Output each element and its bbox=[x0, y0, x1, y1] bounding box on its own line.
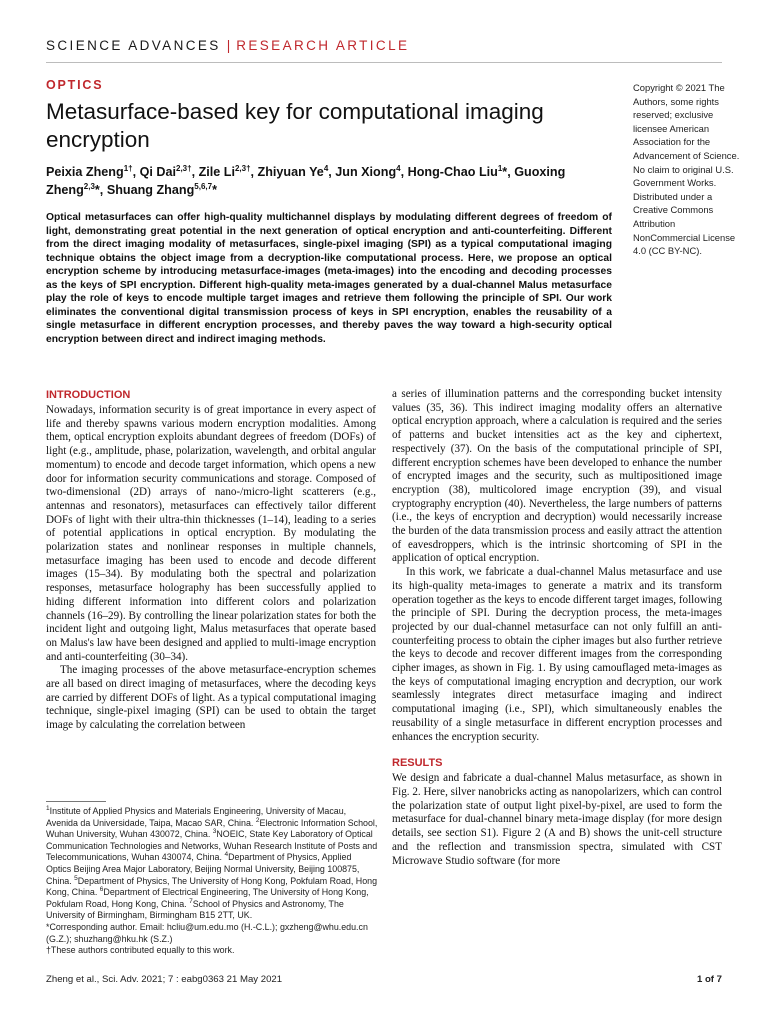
affiliation-number: 3 bbox=[212, 828, 217, 836]
header-separator: | bbox=[226, 38, 231, 53]
corresponding-author: *Corresponding author. Email: hcliu@um.edu.mo (H.-C.L.); gxzheng@whu.edu.cn (G.Z.); shuzhang@hku.hk (S.Z.) bbox=[46, 921, 368, 944]
affiliation-number: 7 bbox=[189, 897, 193, 905]
results-heading: RESULTS bbox=[392, 757, 443, 770]
author-name: Zhiyuan Ye bbox=[257, 165, 324, 179]
author-name: Qi Dai bbox=[139, 165, 176, 179]
author-list bbox=[46, 163, 586, 199]
author-separator: , bbox=[250, 165, 258, 179]
author-name: Peixia Zheng bbox=[46, 165, 124, 179]
affiliation-number: 5 bbox=[74, 874, 78, 882]
journal-header bbox=[46, 38, 409, 53]
author-affiliation-marker: 2,3 bbox=[83, 181, 95, 191]
page-number: 1 of 7 bbox=[696, 974, 722, 985]
author-affiliation-marker: 1 bbox=[497, 163, 503, 173]
citation: Zheng et al., Sci. Adv. 2021; 7 : eabg0363 21 May 2021 bbox=[46, 974, 283, 985]
author-separator: * bbox=[212, 183, 217, 197]
abstract: Optical metasurfaces can offer high-quality multichannel displays by modulating different degrees of freedom of light, demonstrating great potential in the next generation of optical encryption and anti-counterfeiting. Different from the direct imaging modality of metasurfaces, single-pixel imaging (SPI) as a typical computational imaging technique obtains the object image from a decryption-like computational process. Here, we propose an optical encryption scheme by introducing metasurface-images (meta-images) into the encoding and decoding processes as the keys of SPI encryption. Different high-quality meta-images generated by a dual-channel Malus metasurface play the role of keys to encode multiple target images and retrieve them following the principle of SPI. Our work eliminates the conventional digital transmission process of keys in SPI encryption, enables the reusability of a single metasurface in different encryption processes, and thereby paves the way toward a high-security optical encryption between direct and indirect imaging methods. bbox=[46, 212, 612, 345]
affiliations-block bbox=[46, 806, 378, 957]
author-name: Guoxing Zheng bbox=[46, 165, 566, 197]
footnote-rule bbox=[46, 801, 106, 802]
author-separator: , bbox=[132, 165, 140, 179]
author-name: Hong-Chao Liu bbox=[407, 165, 498, 179]
author-separator: , bbox=[191, 165, 199, 179]
header-rule bbox=[46, 62, 722, 63]
section-label: OPTICS bbox=[46, 78, 104, 92]
affiliation-text: Department of Physics, Applied Optics Beijing Area Major Laboratory, Beijing Normal University, Beijing 100875, China. bbox=[46, 852, 360, 886]
intro-paragraph-1: Nowadays, information security is of great importance in every aspect of life and thereby spawns various modern encryption modalities. Among them, optical encryption exploits abundant degrees of freedom (DOFs) of light (e.g., amplitude, phase, polarization, wavelength, and orbital angular momentum) to encode and decode target information, which opens a new door for information security communications and storage. Composed of two-dimensional (2D) arrays of nano-/micro-light scatterers (e.g., antennas and resonators), metasurfaces can effectively tailor different DOFs of light with their ultra-thin thicknesses (1–14), leading to a series of potential applications in optical encryption. By modulating the polarization states and nonlinear responses in multiple channels, metasurface imaging has been used to encode and decode different images (15–34). By modulating both the spectral and polarization responses, metasurface holography has been successfully applied to hiding different information into different colors and polarization channels (16–29). By controlling the linear polarization states for both the incident light and outgoing light, Malus metasurfaces that operate based on Malus's law have been designed and applied to multi-image encryption and anti-counterfeiting (30–34). bbox=[46, 404, 376, 663]
author-affiliation-marker: 1† bbox=[123, 163, 133, 173]
affiliation-text: Department of Electrical Engineering, The University of Hong Kong, Pokfulam Road, Hong Kong, China. bbox=[46, 887, 369, 909]
affiliation-number: 4 bbox=[224, 851, 229, 859]
affiliation-text: Department of Physics, The University of Hong Kong, Pokfulam Road, Hong Kong, China. bbox=[46, 875, 378, 898]
author-affiliation-marker: 5,6,7 bbox=[194, 181, 213, 191]
copyright-notice: Copyright © 2021 The Authors, some rights reserved; exclusive licensee American Association for the Advancement of Science. No claim to original U.S. Government Works. Distributed under a Creative Commons Attribution NonCommercial License 4.0 (CC BY-NC). bbox=[633, 82, 740, 257]
right-column bbox=[392, 388, 722, 868]
author-separator: , bbox=[328, 165, 336, 179]
author-name: Zile Li bbox=[198, 165, 235, 179]
affiliation-number: 1 bbox=[46, 805, 50, 813]
affiliation-text: School of Physics and Astronomy, The University of Birmingham, Birmingham B15 2TT, UK. bbox=[46, 898, 344, 921]
author-affiliation-marker: 4 bbox=[323, 163, 329, 173]
affiliation-text: NOEIC, State Key Laboratory of Optical Communication Technologies and Networks, Wuhan Research Institute of Posts and Telecommunications, Wuhan 430074, China. bbox=[46, 829, 378, 863]
affiliation-list bbox=[46, 806, 378, 922]
intro-paragraph-3: a series of illumination patterns and the corresponding bucket intensity values (35, 36). This indirect imaging modality offers an alternative optical encryption approach, where a calculation is required and the series of patterns and bucket intensities act as the key and ciphertext, respectively (37). On the basis of the computational principle of SPI, different encryption schemes have been developed to enhance the number of encrypted images and the security, such as multipositioned image encryption (38), multicolored image encryption (39), and visual cryptography encryption (40). Nevertheless, the large numbers of patterns (i.e., the keys of encryption and decryption) would necessarily increase the burden of the data transmission process and easily attract the attention of eavesdroppers, which is the intrinsic shortcoming of SPI in the application of optical encryption. bbox=[392, 388, 722, 565]
author-name: Shuang Zhang bbox=[106, 183, 195, 197]
affiliation-number: 6 bbox=[99, 886, 104, 894]
journal-name: SCIENCE ADVANCES bbox=[46, 38, 221, 53]
intro-paragraph-4: In this work, we fabricate a dual-channel Malus metasurface and use its high-quality meta-images to generate a matrix and its transform operation together as the keys to encode different target images, following the principle of SPI. During the decryption process, the meta-images projected by our dual-channel metasurface can not only fulfill an anti-counterfeiting process to obtain the cipher images but also further retrieve the keys to decode and recover different images from the corresponding cipher images, as shown in Fig. 1. By using camouflaged meta-images as the keys of computational imaging encryption and decryption, our work seamlessly integrates direct metasurface imaging and indirect computational imaging (i.e., SPI), which simultaneously enables the reusability of a single metasurface in different encryption processes and enhances the encryption security. bbox=[392, 566, 722, 743]
intro-paragraph-2: The imaging processes of the above metasurface-encryption schemes are all based on direct imaging of metasurfaces, where the decoding keys are carried by different DOFs of light. As a typical computational imaging technique, single-pixel imaging (SPI) can be used to obtain the target image by calculating the correlation between bbox=[46, 664, 376, 732]
author-separator: , bbox=[400, 165, 408, 179]
article-title: Metasurface-based key for computational imaging encryption bbox=[46, 99, 544, 152]
affiliation-number: 2 bbox=[255, 816, 260, 824]
author-affiliation-marker: 4 bbox=[396, 163, 401, 173]
author-separator: *, bbox=[94, 183, 107, 197]
affiliation-text: Institute of Applied Physics and Materials Engineering, University of Macau, Avenida da Universidade, Taipa, Macao SAR, China. bbox=[46, 806, 347, 828]
affiliation-text: Electronic Information School, Wuhan University, Wuhan 430072, China. bbox=[46, 817, 378, 840]
equal-contribution-note: †These authors contributed equally to this work. bbox=[46, 945, 235, 956]
introduction-heading: INTRODUCTION bbox=[46, 389, 131, 401]
author-separator: *, bbox=[502, 165, 515, 179]
author-name: Jun Xiong bbox=[335, 165, 397, 179]
left-column bbox=[46, 388, 376, 733]
article-type: RESEARCH ARTICLE bbox=[236, 38, 410, 53]
results-paragraph-1: We design and fabricate a dual-channel Malus metasurface, as shown in Fig. 2. Here, silver nanobricks acting as nanopolarizers, which can control the polarization state of output light pixel-by-pixel, are used to form the metasurface for dual-channel binary meta-image display (for more design details, see section S1). Figure 2 (A and B) shows the unit-cell structure and the reflection and transmission spectra, simulated with CST Microwave Studio software (for more bbox=[392, 772, 722, 867]
author-affiliation-marker: 2,3† bbox=[234, 163, 251, 173]
author-affiliation-marker: 2,3† bbox=[176, 163, 192, 173]
